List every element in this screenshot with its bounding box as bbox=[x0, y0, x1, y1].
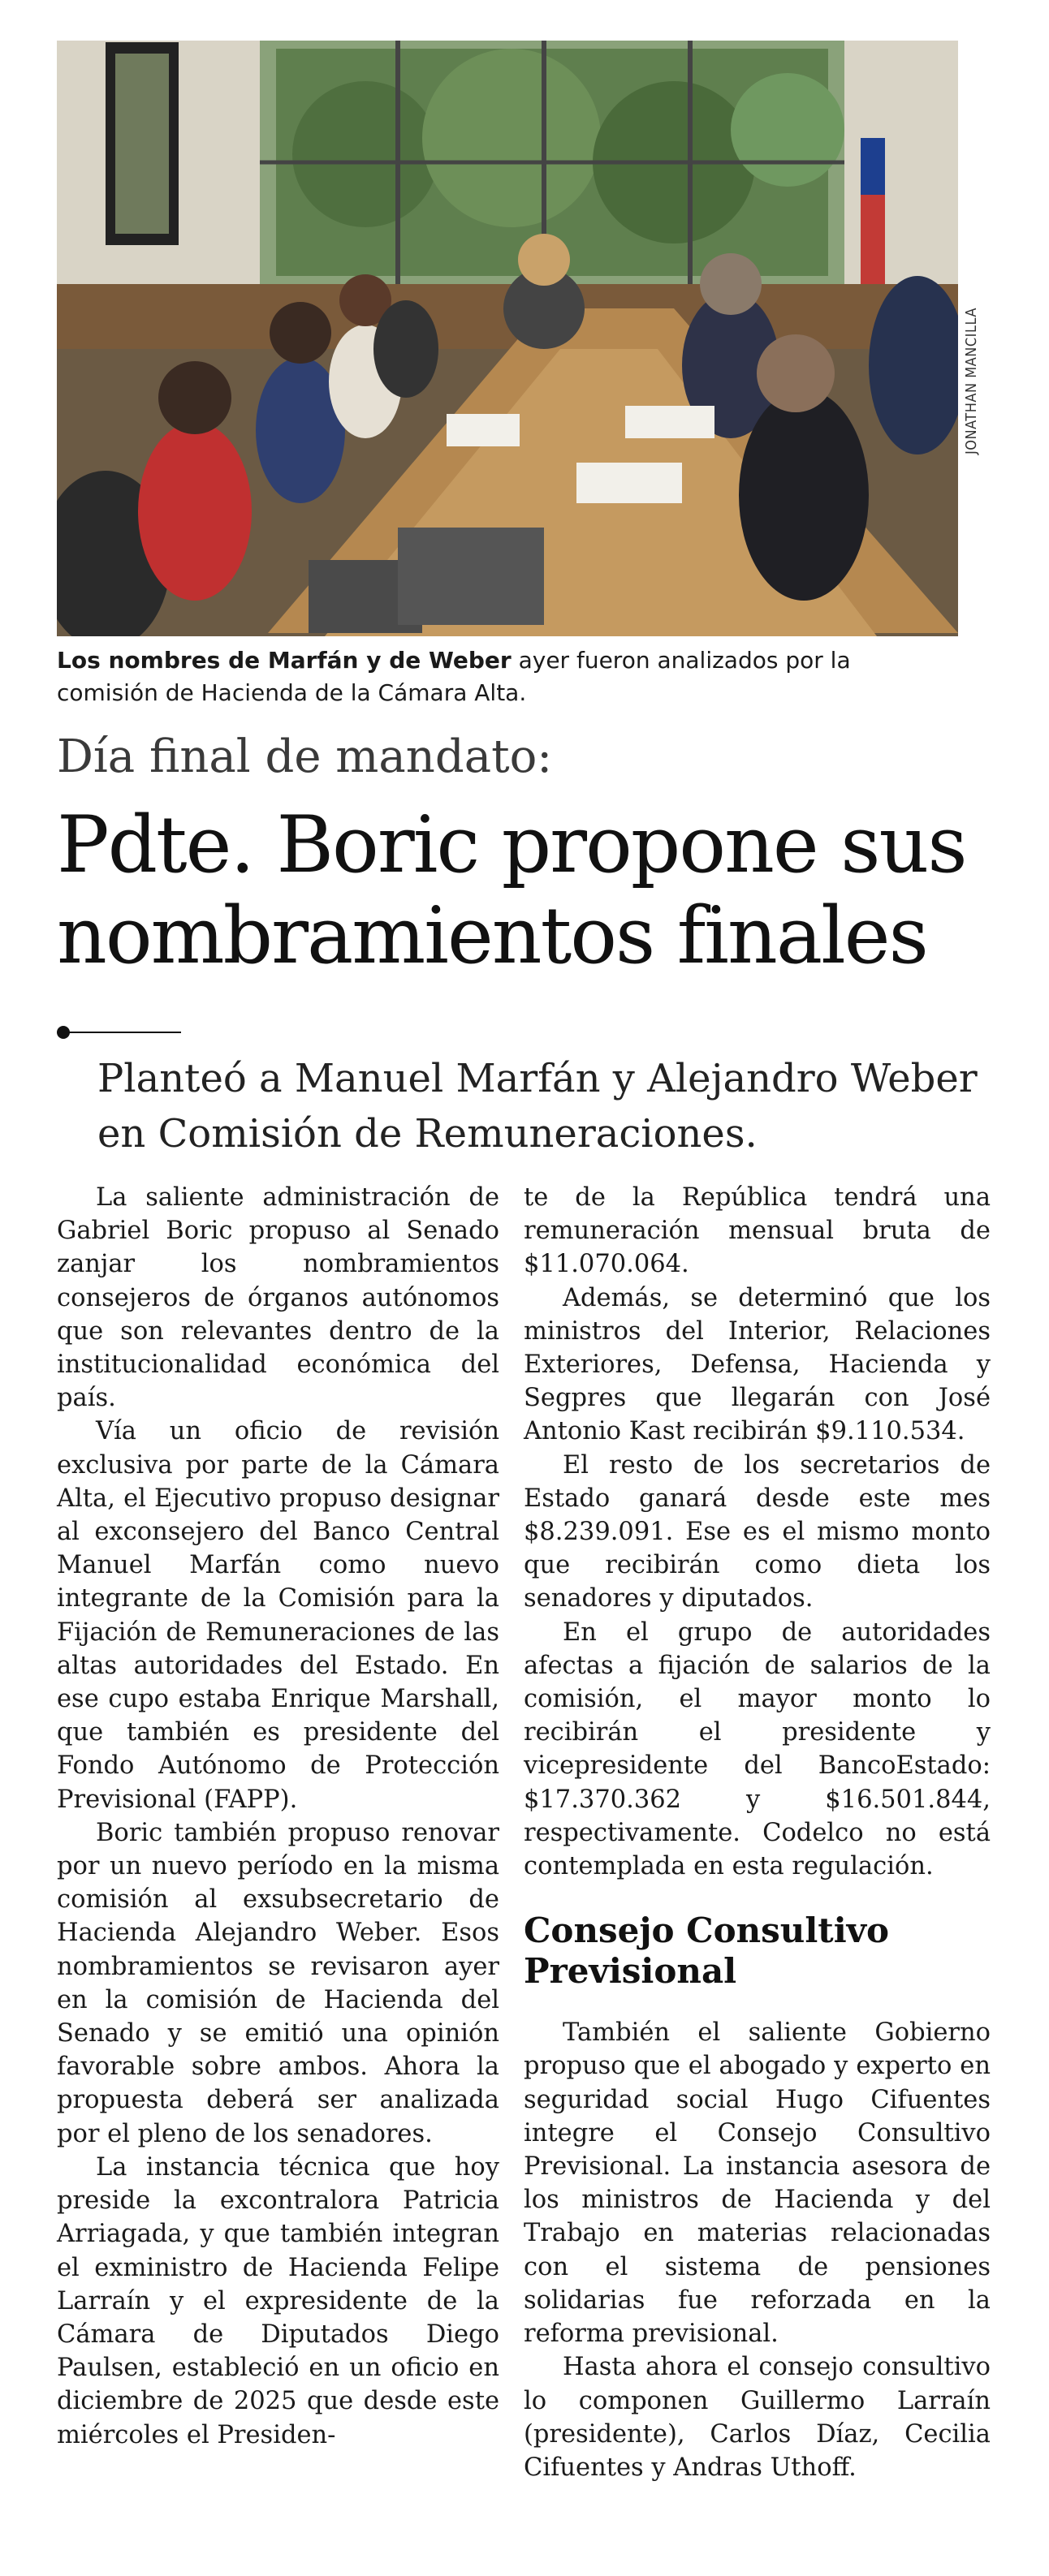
article-headline: Pdte. Boric propone sus nombramientos finales bbox=[57, 799, 966, 981]
article-column-2 bbox=[524, 1181, 991, 2484]
article-photo bbox=[57, 41, 958, 636]
section-subhead: Consejo Consultivo Previsional bbox=[524, 1910, 890, 1992]
paragraph: Vía un oficio de revisión exclusiva por parte de la Cámara Alta, el Ejecutivo propuso designar al exconsejero del Banco Central Manuel Marfán como nuevo integrante de la Comisión para la Fijación de Remuneraciones de las altas autoridades del Estado. En ese cupo estaba Enrique Marshall, que también es presidente del Fondo Autónomo de Protección Previsional (FAPP). bbox=[57, 1417, 499, 1814]
paragraph: Boric también propuso renovar por un nuevo período en la misma comisión al exsubsecretario de Hacienda Alejandro Weber. Esos nombramientos se revisaron ayer en la comisión de Hacienda del Senado y se emitió una opinión favorable sobre ambos. Ahora la propuesta deberá ser analizada por el pleno de los senadores. bbox=[57, 1818, 499, 2148]
paragraph: Además, se determinó que los ministros del Interior, Relaciones Exteriores, Defensa, Hacienda y Segpres que llegarán con José Antonio Kast recibirán $9.110.534. bbox=[524, 1283, 991, 1446]
paragraph: La saliente administración de Gabriel Boric propuso al Senado zanjar los nombramientos consejeros de órganos autónomos que son relevantes dentro de la institucionalidad económica del país. bbox=[57, 1183, 499, 1413]
paragraph: La instancia técnica que hoy preside la excontralora Patricia Arriagada, y que también integran el exministro de Hacienda Felipe Larraín y el expresidente de la Cámara de Diputados Diego Paulsen, estableció en un oficio en diciembre de 2025 que desde este miércoles el Presiden- bbox=[57, 2152, 499, 2449]
paragraph: El resto de los secretarios de Estado ganará desde este mes $8.239.091. Ese es el mismo monto que recibirán como dieta los senadores y diputados. bbox=[524, 1450, 991, 1613]
paragraph: En el grupo de autoridades afectas a fijación de salarios de la comisión, el mayor monto lo recibirán el presidente y vicepresidente del BancoEstado: $17.370.362 y $16.501.844, respectivamente. Codelco no está contemplada en esta regulación. bbox=[524, 1618, 991, 1881]
meeting-room-illustration bbox=[57, 41, 958, 636]
photo-caption bbox=[57, 644, 958, 709]
photo-credit: JONATHAN MANCILLA bbox=[963, 308, 980, 454]
caption-bold: Los nombres de Marfán y de Weber bbox=[57, 647, 512, 674]
paragraph: Hasta ahora el consejo consultivo lo componen Guillermo Larraín (presidente), Carlos Díaz, Cecilia Cifuentes y Andras Uthoff. bbox=[524, 2353, 991, 2482]
rule-line bbox=[63, 1032, 181, 1033]
caption-text: ayer fueron analizados por la comisión de Hacienda de la Cámara Alta. bbox=[57, 647, 851, 706]
article-deck: Planteó a Manuel Marfán y Alejandro Weber en Comisión de Remuneraciones. bbox=[97, 1056, 978, 1157]
article-column-1 bbox=[57, 1181, 499, 2452]
paragraph: te de la República tendrá una remuneración mensual bruta de $11.070.064. bbox=[524, 1183, 991, 1279]
paragraph: También el saliente Gobierno propuso que el abogado y experto en seguridad social Hugo Cifuentes integre el Consejo Consultivo Previsional. La instancia asesora de los ministros de Hacienda y del Trabajo en materias relacionadas con el sistema de pensiones solidarias fue reforzada en la reforma previsional. bbox=[524, 2018, 991, 2349]
article-kicker: Día final de mandato: bbox=[57, 730, 553, 783]
